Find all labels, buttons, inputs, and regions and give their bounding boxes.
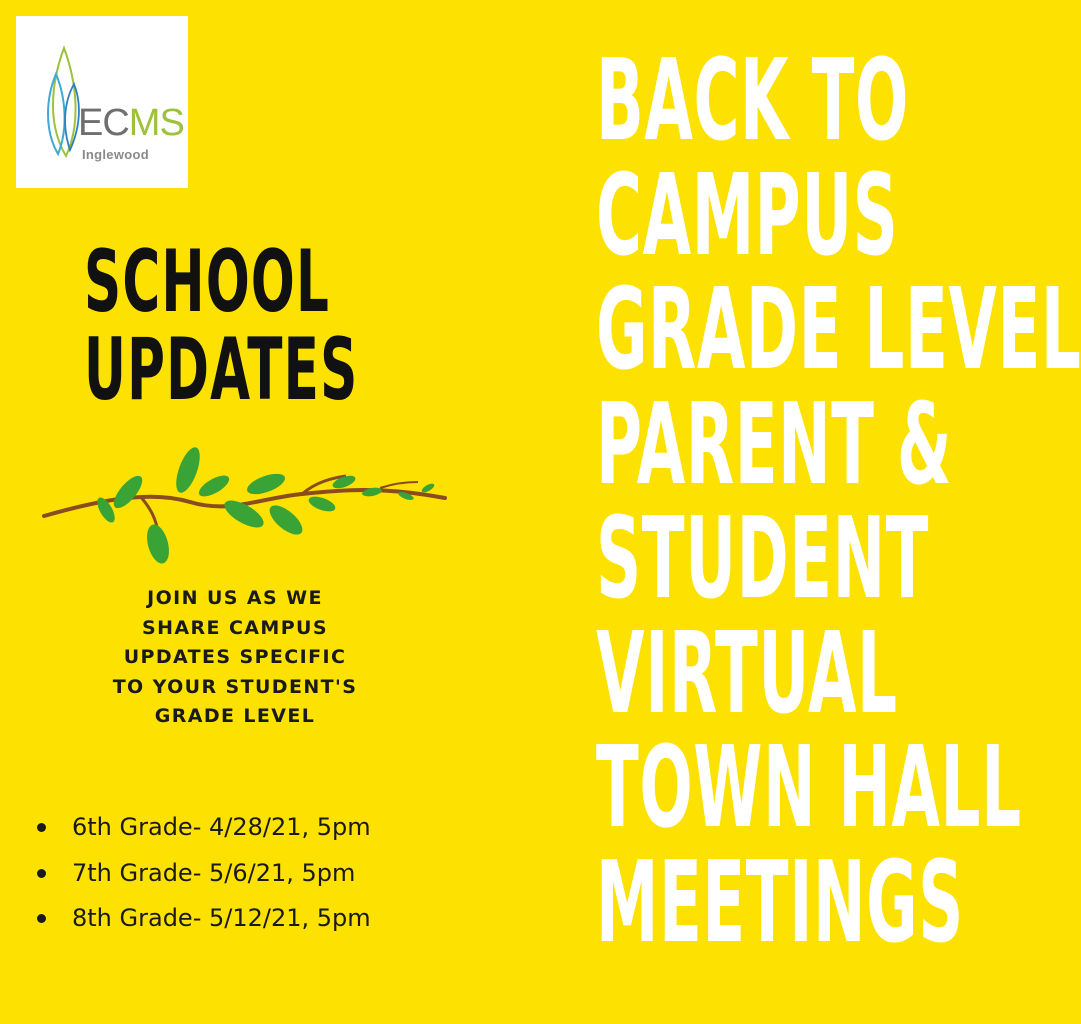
list-item — [34, 851, 371, 897]
meeting-text: 6th Grade- 4/28/21, 5pm — [72, 813, 371, 841]
section-title-line-2: UPDATES — [84, 320, 359, 420]
invitation-line: JOIN US AS WE — [147, 587, 323, 609]
invitation-text — [60, 584, 410, 732]
headline-line: MEETINGS — [596, 837, 964, 968]
headline-line: TOWN HALL — [596, 723, 1022, 853]
invitation-line: UPDATES SPECIFIC — [123, 646, 347, 668]
section-title-line-1: SCHOOL — [84, 232, 331, 332]
logo-letters-ms: MS — [128, 102, 184, 144]
headline-line: PARENT & — [596, 379, 953, 510]
invitation-line: TO YOUR STUDENT'S — [112, 675, 358, 698]
list-item — [34, 805, 371, 851]
leafy-branch-icon — [40, 452, 460, 572]
school-logo — [16, 16, 188, 188]
bullet-icon — [37, 823, 46, 832]
headline-line: BACK TO — [596, 36, 909, 166]
logo-letters-ec: EC — [78, 102, 129, 144]
logo-subtitle: Inglewood — [82, 147, 149, 162]
section-title — [84, 232, 359, 420]
invitation-line: GRADE LEVEL — [154, 705, 316, 727]
meeting-text: 7th Grade- 5/6/21, 5pm — [72, 858, 356, 887]
list-item — [34, 896, 371, 942]
logo-wordmark — [78, 104, 184, 142]
headline-line: GRADE LEVEL — [596, 265, 1081, 395]
bullet-icon — [37, 869, 46, 878]
headline-line: VIRTUAL — [596, 608, 898, 739]
bullet-icon — [37, 914, 46, 923]
headline-line: CAMPUS — [596, 150, 899, 281]
meeting-text: 8th Grade- 5/12/21, 5pm — [72, 904, 371, 932]
headline — [596, 36, 1081, 968]
headline-line: STUDENT — [596, 494, 929, 624]
invitation-line: SHARE CAMPUS — [142, 616, 328, 639]
meeting-schedule-list — [34, 805, 371, 942]
